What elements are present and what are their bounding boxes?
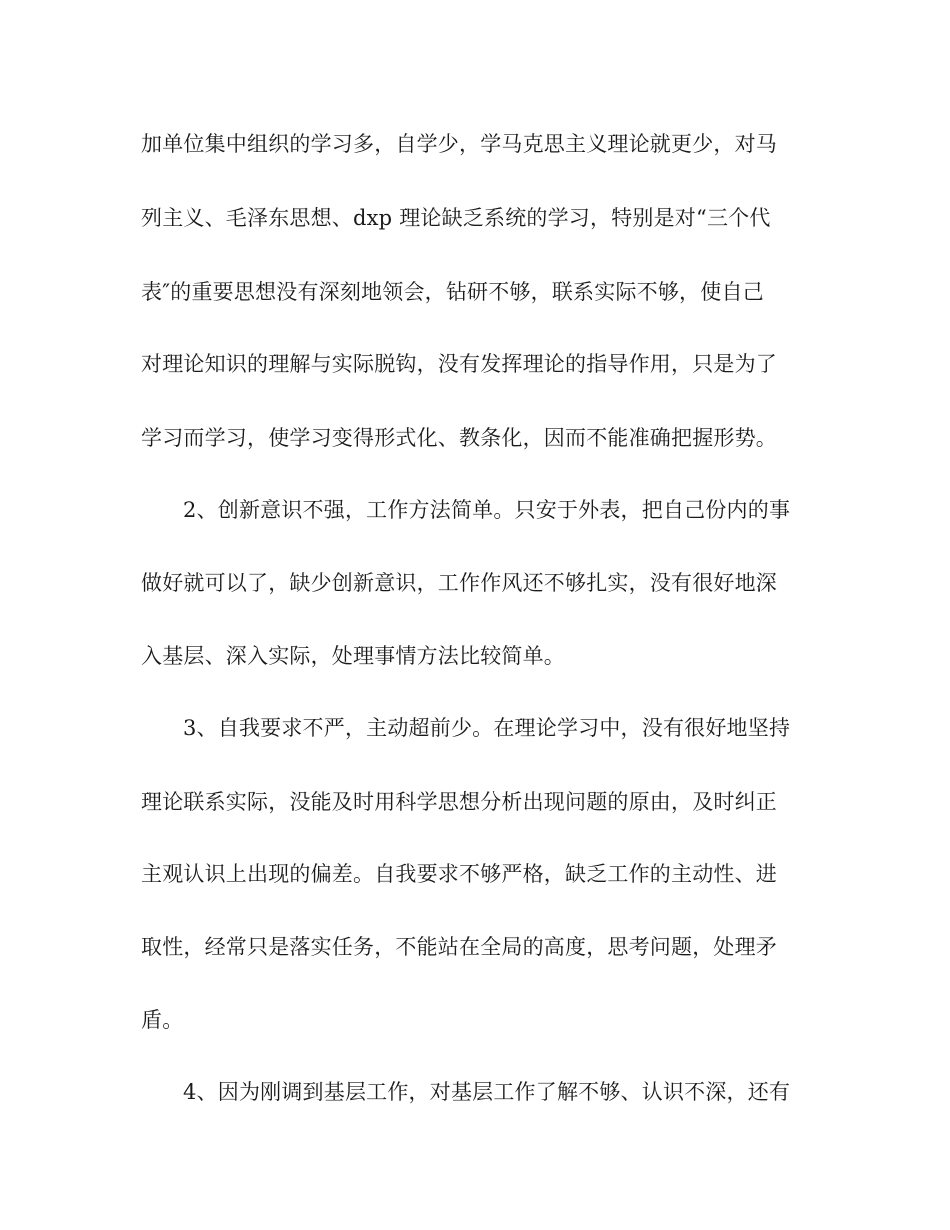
- text-line: 盾。: [141, 1008, 184, 1032]
- paragraph-4-first-line: 4、因为刚调到基层工作，对基层工作了解不够、认识不深，还有: [183, 1080, 791, 1104]
- text-line: 加单位集中组织的学习多，自学少，学马克思主义理论就更少，对马: [141, 132, 777, 156]
- text-line: 学习而学习，使学习变得形式化、教条化，因而不能准确把握形势。: [141, 426, 777, 450]
- text-line: 入基层、深入实际，处理事情方法比较简单。: [141, 644, 565, 668]
- paragraph-2-first-line: 2、创新意识不强，工作方法简单。只安于外表，把自己份内的事: [183, 498, 791, 522]
- text-line: 取性，经常只是落实任务，不能站在全局的高度，思考问题，处理矛: [141, 935, 777, 959]
- text-line: 理论联系实际，没能及时用科学思想分析出现问题的原由，及时纠正: [141, 790, 777, 814]
- text-line: 主观认识上出现的偏差。自我要求不够严格，缺乏工作的主动性、进: [141, 862, 777, 886]
- paragraph-3-first-line: 3、自我要求不严，主动超前少。在理论学习中，没有很好地坚持: [183, 716, 791, 740]
- text-line: 表″的重要思想没有深刻地领会，钻研不够，联系实际不够，使自己: [141, 280, 764, 304]
- text-line: 对理论知识的理解与实际脱钩，没有发挥理论的指导作用，只是为了: [141, 352, 777, 376]
- text-line: 列主义、毛泽东思想、dxp 理论缺乏系统的学习，特别是对“三个代: [141, 206, 771, 230]
- text-line: 做好就可以了，缺少创新意识，工作作风还不够扎实，没有很好地深: [141, 571, 777, 595]
